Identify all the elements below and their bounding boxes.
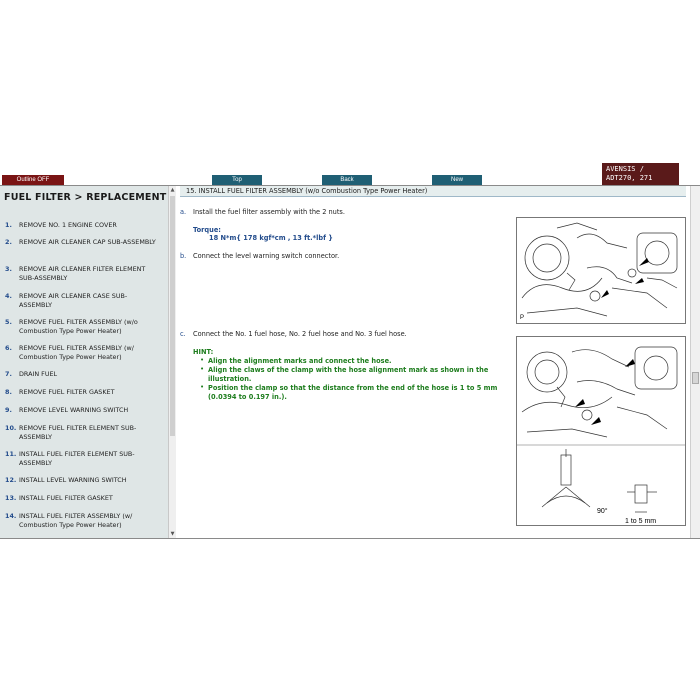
- engine-illustration-1: [516, 217, 686, 324]
- bullet-icon: •: [200, 356, 205, 364]
- engine-drawing-2: [517, 337, 685, 525]
- item-number: 3.: [5, 265, 12, 273]
- distance-label: 1 to 5 mm: [625, 518, 657, 525]
- item-number: 14.: [5, 512, 17, 520]
- item-number: 9.: [5, 406, 12, 414]
- item-label: INSTALL FUEL FILTER ASSEMBLY (w/ Combustion Type Power Heater): [19, 512, 133, 529]
- procedure-content: [176, 186, 686, 538]
- item-label: REMOVE AIR CLEANER CASE SUB-ASSEMBLY: [19, 292, 128, 309]
- item-number: 5.: [5, 318, 12, 326]
- outline-toggle-button[interactable]: Outline OFF: [2, 175, 64, 185]
- content-scrollbar[interactable]: [690, 186, 700, 538]
- torque-label: Torque:: [193, 226, 221, 234]
- back-button[interactable]: Back: [322, 175, 372, 185]
- hint-item: Align the claws of the clamp with the hose alignment mark as shown in the illustration.: [208, 366, 489, 383]
- figure-label: P: [520, 315, 525, 321]
- step-c-letter: c.: [180, 330, 186, 338]
- procedure-sidebar: [0, 186, 169, 538]
- item-number: 13.: [5, 494, 17, 502]
- item-label: REMOVE LEVEL WARNING SWITCH: [19, 406, 129, 414]
- top-button[interactable]: Top: [212, 175, 262, 185]
- step-b-letter: b.: [180, 252, 187, 260]
- step-a-text: Install the fuel filter assembly with the 2 nuts.: [193, 208, 345, 216]
- item-label: INSTALL FUEL FILTER GASKET: [19, 494, 113, 502]
- model-info-box: [602, 163, 679, 185]
- model-line-2: ADT270, 271: [606, 174, 653, 182]
- item-number: 2.: [5, 238, 12, 246]
- item-label: DRAIN FUEL: [19, 370, 58, 378]
- bullet-icon: •: [200, 365, 205, 373]
- item-label: REMOVE AIR CLEANER CAP SUB-ASSEMBLY: [19, 238, 156, 246]
- item-number: 1.: [5, 221, 12, 229]
- engine-drawing-1: [517, 218, 685, 323]
- item-label: REMOVE FUEL FILTER ELEMENT SUB-ASSEMBLY: [19, 424, 137, 441]
- sidebar-scrollbar[interactable]: [168, 186, 176, 538]
- scroll-up-icon[interactable]: ▲: [170, 187, 175, 193]
- item-label: REMOVE FUEL FILTER ASSEMBLY (w/o Combustion Type Power Heater): [19, 318, 138, 335]
- item-label: INSTALL FUEL FILTER ELEMENT SUB-ASSEMBLY: [19, 450, 135, 467]
- new-button[interactable]: New: [432, 175, 482, 185]
- item-number: 7.: [5, 370, 12, 378]
- hint-label: HINT:: [193, 348, 214, 356]
- step-a-letter: a.: [180, 208, 187, 216]
- scroll-down-icon[interactable]: ▼: [170, 531, 175, 537]
- item-label: REMOVE NO. 1 ENGINE COVER: [19, 221, 117, 229]
- item-number: 4.: [5, 292, 12, 300]
- scroll-thumb[interactable]: [170, 196, 175, 436]
- scroll-thumb[interactable]: [692, 372, 699, 384]
- item-number: 8.: [5, 388, 12, 396]
- bullet-icon: •: [200, 383, 205, 391]
- model-line-1: AVENSIS /: [606, 165, 644, 173]
- item-number: 11.: [5, 450, 17, 458]
- item-number: 10.: [5, 424, 17, 432]
- item-number: 12.: [5, 476, 17, 484]
- item-label: REMOVE FUEL FILTER GASKET: [19, 388, 115, 396]
- angle-label: 90°: [597, 508, 608, 515]
- step-title: 15. INSTALL FUEL FILTER ASSEMBLY (w/o Combustion Type Power Heater): [180, 186, 686, 197]
- hint-item: Align the alignment marks and connect the hose.: [208, 357, 392, 365]
- item-label: INSTALL LEVEL WARNING SWITCH: [19, 476, 127, 484]
- step-c-text: Connect the No. 1 fuel hose, No. 2 fuel hose and No. 3 fuel hose.: [193, 330, 407, 338]
- step-b-text: Connect the level warning switch connector.: [193, 252, 340, 260]
- torque-value: 18 N*m{ 178 kgf*cm , 13 ft.*lbf }: [209, 234, 333, 242]
- item-number: 6.: [5, 344, 12, 352]
- sidebar-title: FUEL FILTER > REPLACEMENT: [4, 192, 167, 203]
- item-label: REMOVE FUEL FILTER ASSEMBLY (w/ Combustion Type Power Heater): [19, 344, 134, 361]
- hint-item: Position the clamp so that the distance from the end of the hose is 1 to 5 mm (0.0394 to 0.197 in.).: [208, 384, 498, 401]
- item-label: REMOVE AIR CLEANER FILTER ELEMENT SUB-ASSEMBLY: [19, 265, 146, 282]
- engine-illustration-2: [516, 336, 686, 526]
- bottom-divider: [0, 538, 700, 539]
